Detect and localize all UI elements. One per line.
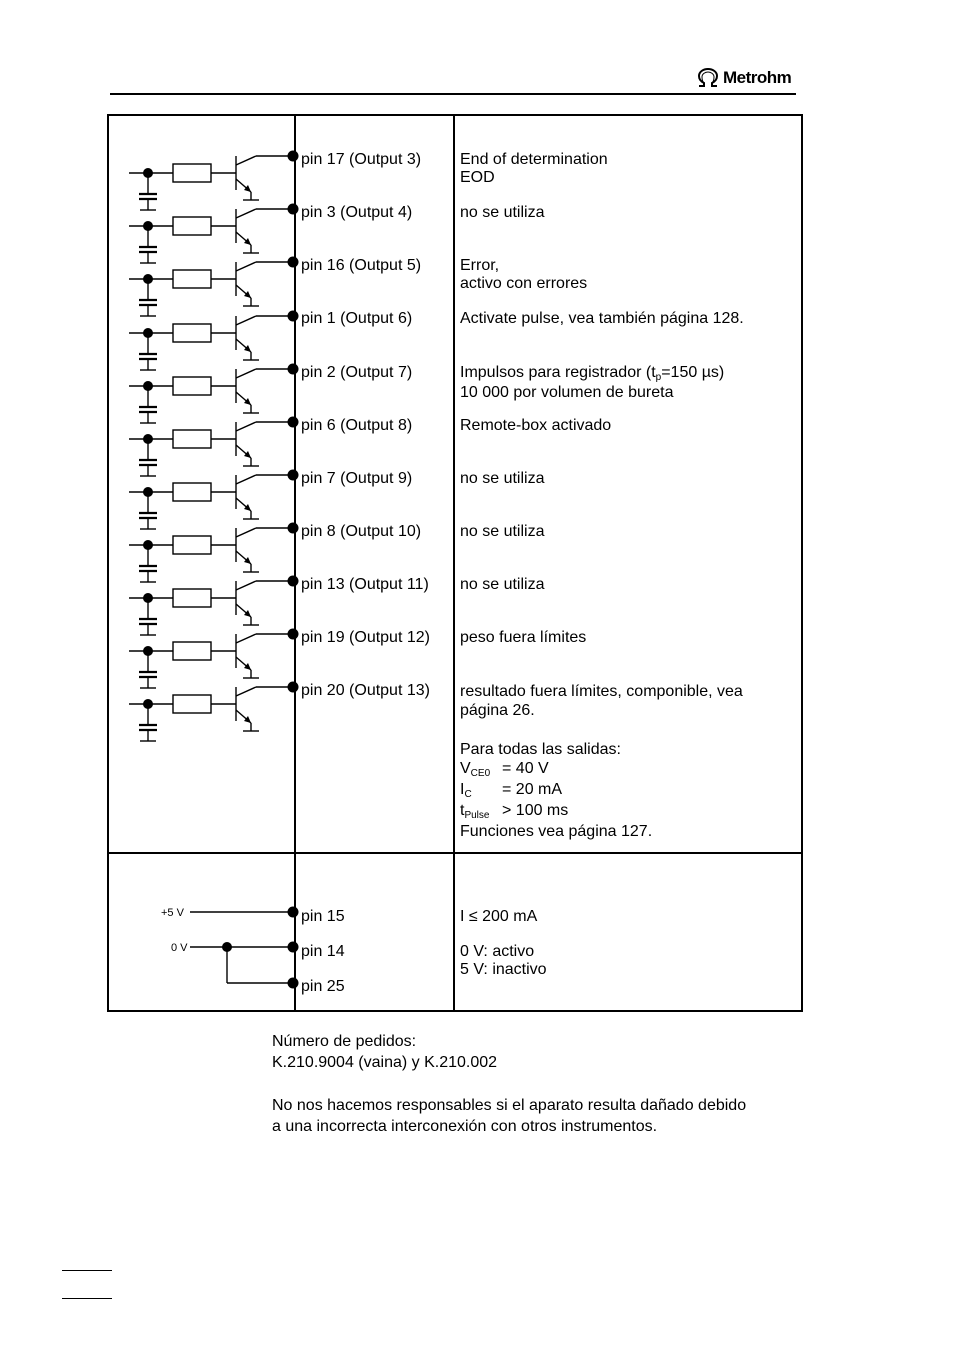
page-number-rule [62,1298,112,1299]
disclaimer-line: a una incorrecta interconexión con otros instrumentos. [272,1118,658,1135]
resistor [173,430,211,448]
transistor-collector [236,316,256,325]
output-description: peso fuera límites [460,629,587,646]
pin-label: pin 1 (Output 6) [301,310,413,327]
pin-label: pin 13 (Output 11) [301,576,429,593]
output-description: Remote-box activado [460,417,612,434]
pin-dot [288,523,299,534]
output-description: no se utiliza [460,523,545,540]
resistor [173,324,211,342]
pin-dot [288,311,299,322]
resistor [173,483,211,501]
label-5v: +5 V [161,907,184,919]
output-description: resultado fuera límites, componible, vea página 26. [460,683,743,719]
pin-label: pin 17 (Output 3) [301,151,422,168]
pin-dot [288,978,299,989]
transistor-collector [236,369,256,378]
brand-name: Metrohm [723,68,792,87]
output-description: Error, activo con errores [460,257,588,292]
pin-dot [288,470,299,481]
pin-dot [288,364,299,375]
output-description: no se utiliza [460,204,545,221]
pin-dot [288,576,299,587]
transistor-collector [236,634,256,643]
transistor-collector [236,156,256,165]
label-0v: 0 V [171,942,188,954]
pin-label: pin 3 (Output 4) [301,204,413,221]
pin-label: pin 8 (Output 10) [301,523,422,540]
pin-dot [288,151,299,162]
page-number-rule [62,1270,112,1271]
resistor [173,270,211,288]
pin-label: pin 15 [301,908,345,925]
state-description: 0 V: activo 5 V: inactivo [460,943,547,978]
output-description: Impulsos para registrador (tp=150 µs) 10 000 por volumen de bureta [460,364,725,401]
pin-dot [288,257,299,268]
pin-label: pin 16 (Output 5) [301,257,422,274]
pin-label: pin 25 [301,978,345,995]
pin-dot [288,682,299,693]
resistor [173,164,211,182]
pin-label: pin 7 (Output 9) [301,470,413,487]
output-specifications [460,740,652,841]
output-description: no se utiliza [460,576,545,593]
pin-label: pin 19 (Output 12) [301,629,430,646]
output-description: no se utiliza [460,470,545,487]
pin-label: pin 20 (Output 13) [301,682,430,699]
output-description: Activate pulse, vea también página 128. [460,310,744,327]
current-limit: I ≤ 200 mA [460,908,538,925]
order-label: Número de pedidos: [272,1033,417,1050]
transistor-collector [236,262,256,271]
output-description: End of determination EOD [460,151,608,186]
transistor-collector [236,687,256,696]
resistor [173,642,211,660]
transistor-collector [236,581,256,590]
pin-dot [288,204,299,215]
pin-dot [288,417,299,428]
order-numbers: K.210.9004 (vaina) y K.210.002 [272,1054,498,1071]
resistor [173,377,211,395]
transistor-collector [236,422,256,431]
specs-title: Para todas las salidas: [460,741,621,758]
disclaimer-line: No nos hacemos responsables si el aparato resulta dañado debido [272,1097,747,1114]
spec-row: VCE0 = 40 V [460,760,549,779]
pin-label: pin 14 [301,943,345,960]
resistor [173,536,211,554]
resistor [173,589,211,607]
pin-label: pin 6 (Output 8) [301,417,413,434]
transistor-collector [236,475,256,484]
spec-row: IC = 20 mA [460,781,563,800]
transistor-collector [236,209,256,218]
pin-dot [288,942,299,953]
spec-row: tPulse > 100 ms [460,802,569,821]
pin-label: pin 2 (Output 7) [301,364,413,381]
functions-note: Funciones vea página 127. [460,823,653,840]
resistor [173,217,211,235]
pin-dot [288,629,299,640]
resistor [173,695,211,713]
transistor-collector [236,528,256,537]
pin-dot [288,907,299,918]
